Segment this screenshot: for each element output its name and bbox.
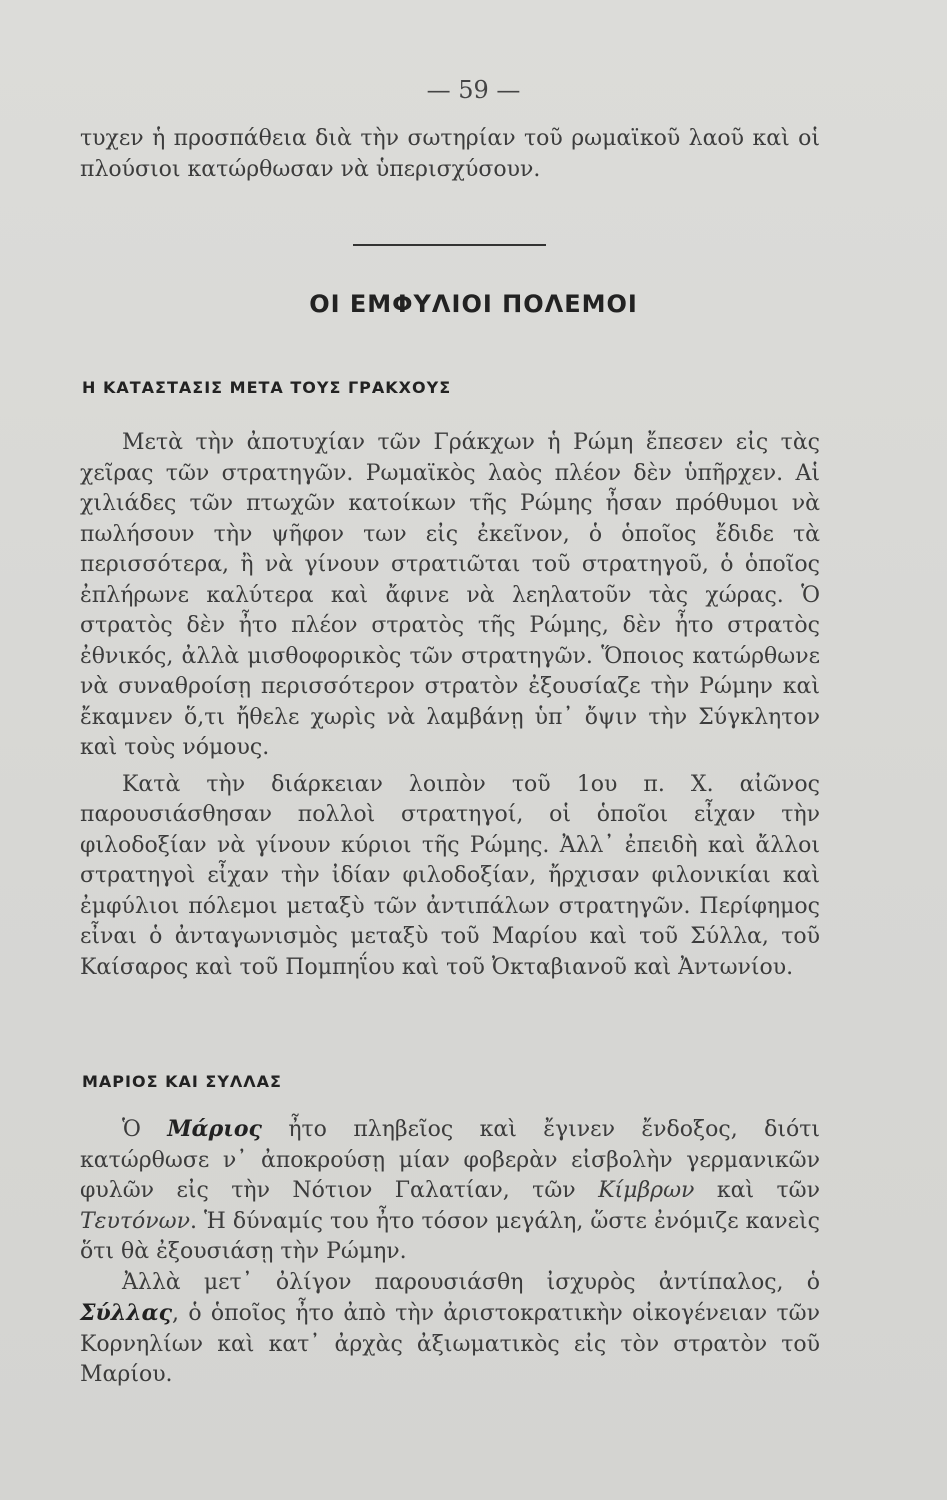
name-sulla: Σύλλας — [80, 1300, 172, 1326]
text-run: Ἀλλὰ μετ᾽ ὀλίγον παρουσιάσθη ἰσχυρὸς ἀντίπαλος, ὁ — [122, 1269, 820, 1295]
subsection-body-marius-sulla — [80, 1114, 820, 1391]
name-teutons: Τευτόνων — [80, 1208, 190, 1234]
name-cimbri: Κίμβρων — [598, 1178, 695, 1203]
name-marius: Μάριος — [167, 1116, 262, 1142]
paragraph: Κατὰ τὴν διάρκειαν λοιπὸν τοῦ 1ου π. Χ. αἰῶνος παρουσιάσθησαν πολλοὶ στρατηγοί, οἱ ὁποῖοι εἶχαν τὴν φιλοδοξίαν νὰ γίνουν κύριοι τῆς Ρώμης. Ἀλλ᾽ ἐπειδὴ καὶ ἄλλοι στρατηγοὶ εἶχαν τὴν ἰδίαν φιλοδοξίαν, ἤρχισαν φιλονικίαι καὶ ἐμφύλιοι πόλεμοι μεταξὺ τῶν ἀντιπάλων στρατηγῶν. Περίφημος εἶναι ὁ ἀνταγωνισμὸς μεταξὺ τοῦ Μαρίου καὶ τοῦ Σύλλα, τοῦ Καίσαρος καὶ τοῦ Πομπηΐου καὶ τοῦ Ὀκταβιανοῦ καὶ Ἀντωνίου. — [80, 771, 820, 980]
intro-paragraph: τυχεν ἡ προσπάθεια διὰ τὴν σωτηρίαν τοῦ ρωμαϊκοῦ λαοῦ καὶ οἱ πλούσιοι κατώρθωσαν νὰ ὑπερισχύσουν. — [80, 126, 820, 182]
text-run: ἦτο πληβεῖος καὶ ἔγινεν ἔνδοξος, διότι κατώρθωσε ν᾽ ἀποκρούσῃ μίαν φοβερὰν εἰσβολὴν γερμανικῶν φυλῶν εἰς τὴν Νότιον Γαλατίαν, τῶν — [80, 1117, 820, 1203]
subsection-body-graccus — [80, 428, 820, 983]
paragraph: Μετὰ τὴν ἀποτυχίαν τῶν Γράκχων ἡ Ρώμη ἔπεσεν εἰς τὰς χεῖρας τῶν στρατηγῶν. Ρωμαϊκὸς λαὸς πλέον δὲν ὑπῆρχεν. Αἱ χιλιάδες τῶν πτωχῶν κατοίκων τῆς Ρώμης ἦσαν πρόθυμοι νὰ πωλήσουν τὴν ψῆφον των εἰς ἐκεῖνον, ὁ ὁποῖος ἔδιδε τὰ περισσότερα, ἢ νὰ γίνουν στρατιῶται τοῦ στρατηγοῦ, ὁ ὁποῖος ἐπλήρωνε καλύτερα καὶ ἄφινε νὰ λεηλατοῦν τὰς χώρας. Ὁ στρατὸς δὲν ἦτο πλέον στρατὸς τῆς Ρώμης, δὲν ἦτο στρατὸς ἐθνικός, ἀλλὰ μισθοφορικὸς τῶν στρατηγῶν. Ὅποιος κατώρθωνε νὰ συναθροίσῃ περισσότερον στρατὸν ἐξουσίαζε τὴν Ρώμην καὶ ἔκαμνεν ὅ,τι ἤθελε χωρὶς νὰ λαμβάνῃ ὑπ᾽ ὄψιν τὴν Σύγκλητον καὶ τοὺς νόμους. — [80, 430, 820, 760]
page-number: — 59 — — [426, 76, 521, 104]
subsection-heading-marius-sulla: ΜΑΡΙΟΣ ΚΑΙ ΣΥΛΛΑΣ — [82, 1072, 282, 1091]
subsection-heading-graccus: Η ΚΑΤΑΣΤΑΣΙΣ ΜΕΤΑ ΤΟΥΣ ΓΡΑΚΧΟΥΣ — [82, 378, 452, 397]
text-run: Ὁ — [122, 1117, 168, 1142]
section-title: ΟΙ ΕΜΦΥΛΙΟΙ ΠΟΛΕΜΟΙ — [309, 290, 638, 318]
text-run: . Ἡ δύναμίς του ἦτο τόσον μεγάλη, ὥστε ἐνόμιζε κανεὶς ὅτι θὰ ἐξουσιάσῃ τὴν Ρώμην. — [80, 1208, 820, 1264]
intro-paragraph-block — [80, 124, 820, 185]
section-divider — [353, 244, 546, 246]
text-run: , ὁ ὁποῖος ἦτο ἀπὸ τὴν ἀριστοκρατικὴν οἰκογένειαν τῶν Κορνηλίων καὶ κατ᾽ ἀρχὰς ἀξιωματικὸς εἰς τὸν στρατὸν τοῦ Μαρίου. — [80, 1301, 820, 1387]
text-run: καὶ τῶν — [694, 1178, 820, 1203]
paragraph — [80, 1114, 820, 1268]
paragraph — [80, 1268, 820, 1391]
